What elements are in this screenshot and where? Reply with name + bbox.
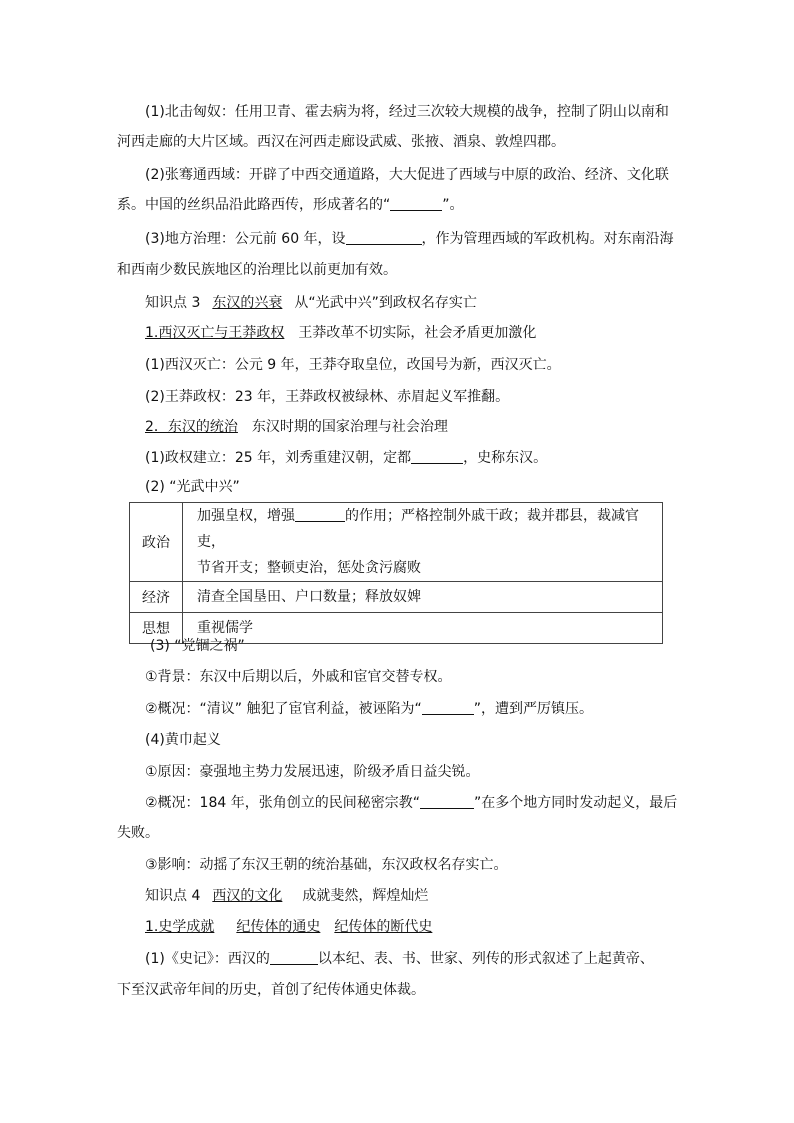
paragraph-line: ①背景：东汉中后期以后，外戚和宦官交替专权。 (145, 669, 452, 685)
paragraph-line: (3) “党锢之祸” (150, 638, 245, 654)
table-row (130, 582, 663, 613)
paragraph-line: (1)北击匈奴：任用卫青、霍去病为将，经过三次较大规模的战争，控制了阴山以南和 (145, 104, 669, 120)
fill-blank (295, 507, 345, 522)
section-title: 1.史学成就 (145, 919, 215, 935)
paragraph-line: 下至汉武帝年间的历史，首创了纪传体通史体裁。 (117, 982, 425, 998)
fill-blank (346, 230, 422, 245)
guangwu-zhongxing-table (129, 502, 663, 644)
row-header: 政治 (130, 503, 183, 582)
paragraph-line: (1)《史记》：西汉的 以本纪、表、书、世家、列传的形式叙述了上起黄帝、 (145, 951, 654, 967)
knowledge-point-title: 东汉的兴衰 (212, 295, 283, 311)
section-heading: 1.史学成就 纪传体的通史 纪传体的断代史 (145, 919, 433, 935)
knowledge-point-heading: 知识点 4 西汉的文化 成就斐然，辉煌灿烂 (145, 888, 429, 904)
section-title: 1.西汉灭亡与王莽政权 (145, 325, 285, 341)
fill-blank (270, 950, 318, 965)
paragraph-line: 系。中国的丝织品沿此路西传，形成著名的“ ”。 (117, 197, 464, 213)
fill-blank (390, 196, 442, 211)
table-cell: 清查全国垦田、户口数量；释放奴婢 (183, 582, 663, 613)
paragraph-line: (2)王莽政权：23 年，王莽政权被绿林、赤眉起义军推翻。 (145, 389, 510, 405)
paragraph-line: 河西走廊的大片区域。西汉在河西走廊设武威、张掖、酒泉、敦煌四郡。 (117, 134, 565, 150)
table-cell: 加强皇权，增强 的作用；严格控制外戚干政；裁并郡县，裁减官吏， 节省开支；整顿吏治，惩处贪污腐败 (183, 503, 663, 582)
row-header: 思想 (130, 613, 183, 644)
paragraph-line: (4)黄巾起义 (145, 732, 221, 748)
section-heading: 2．东汉的统治 东汉时期的国家治理与社会治理 (145, 419, 448, 435)
table-row (130, 503, 663, 582)
fill-blank (411, 449, 463, 464)
paragraph-line: ③影响：动摇了东汉王朝的统治基础，东汉政权名存实亡。 (145, 857, 508, 873)
paragraph-line: ②概况：“清议” 触犯了宦官利益，被诬陷为“ ”，遭到严厉镇压。 (145, 701, 594, 717)
section-heading: 1.西汉灭亡与王莽政权 王莽改革不切实际，社会矛盾更加激化 (145, 325, 537, 341)
fill-blank (420, 794, 474, 809)
paragraph-line: (1)西汉灭亡：公元 9 年，王莽夺取皇位，改国号为新，西汉灭亡。 (145, 357, 561, 373)
fill-blank (422, 700, 474, 715)
paragraph-line: ①原因：豪强地主势力发展迅速，阶级矛盾日益尖锐。 (145, 764, 480, 780)
table-cell: 重视儒学 (183, 613, 663, 644)
paragraph-line: 和西南少数民族地区的治理比以前更加有效。 (117, 262, 397, 278)
section-title: 2．东汉的统治 (145, 419, 238, 435)
paragraph-line: 失败。 (117, 825, 159, 841)
paragraph-line: (1)政权建立：25 年，刘秀重建汉朝，定都 ，史称东汉。 (145, 450, 548, 466)
paragraph-line: (3)地方治理：公元前 60 年，设 ，作为管理西域的军政机构。对东南沿海 (145, 231, 674, 247)
row-header: 经济 (130, 582, 183, 613)
paragraph-line: (2)张骞通西域：开辟了中西交通道路，大大促进了西域与中原的政治、经济、文化联 (145, 167, 669, 183)
knowledge-point-title: 西汉的文化 (212, 888, 283, 904)
knowledge-point-heading: 知识点 3 东汉的兴衰 从“光武中兴”到政权名存实亡 (145, 295, 477, 311)
paragraph-line: (2) “光武中兴” (145, 479, 240, 495)
paragraph-line: ②概况：184 年，张角创立的民间秘密宗教“ ”在多个地方同时发动起义，最后 (145, 795, 678, 811)
